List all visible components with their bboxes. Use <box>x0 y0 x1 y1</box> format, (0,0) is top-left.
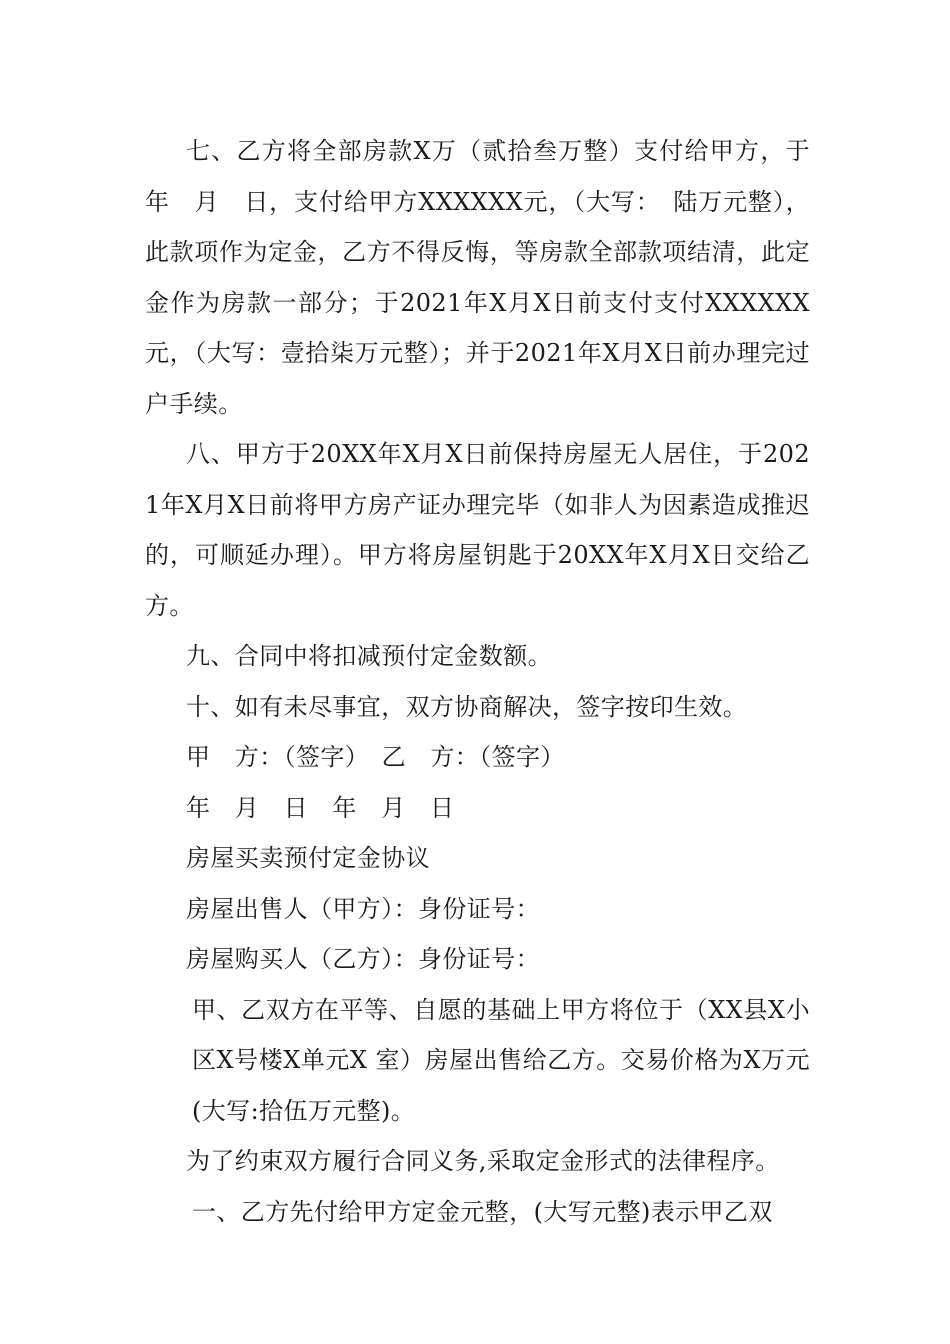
clause-1-deposit: 一、乙方先付给甲方定金元整，(大写元整)表示甲乙双 <box>192 1197 773 1226</box>
deposit-purpose-line: 为了约束双方履行合同义务,采取定金形式的法律程序。 <box>186 1147 780 1175</box>
clause-10-signing: 十、如有未尽事宜，双方协商解决，签字按印生效。 <box>186 692 748 721</box>
clause-7-payment: 七、乙方将全部房款X万（贰拾叁万整）支付给甲方，于 年 月 日，支付给甲方XXXXXX元，（大写： 陆万元整），此款项作为定金，乙方不得反悔，等房款全部款项结清，此定金作为房款一部分；于2021年X月X日前支付支付XXXXXX元，（大写：壹拾柒万元整）；并于2021年X月X日前办理完过户手续。 <box>145 137 835 418</box>
clause-8-handover: 八、甲方于20XX年X月X日前保持房屋无人居住，于2021年X月X日前将甲方房产证办理完毕（如非人为因素造成推迟的，可顺延办理）。甲方将房屋钥匙于20XX年X月X日交给乙方。 <box>145 440 810 620</box>
seller-line: 房屋出售人（甲方）：身份证号： <box>186 894 540 923</box>
date-line: 年 月 日 年 月 日 <box>186 793 455 822</box>
signature-line: 甲 方：（签字） 乙 方：（签字） <box>186 743 565 771</box>
clause-9-deduction: 九、合同中将扣减预付定金数额。 <box>186 642 552 670</box>
document-body <box>145 126 835 1237</box>
agreement-title: 房屋买卖预付定金协议 <box>186 844 430 872</box>
property-sale-paragraph: 甲、乙双方在平等、自愿的基础上甲方将位于（XX县X小区X号楼X单元X 室）房屋出售给乙方。交易价格为X万元 (大写:拾伍万元整)。 <box>192 995 810 1125</box>
buyer-line: 房屋购买人（乙方）：身份证号： <box>186 945 540 973</box>
